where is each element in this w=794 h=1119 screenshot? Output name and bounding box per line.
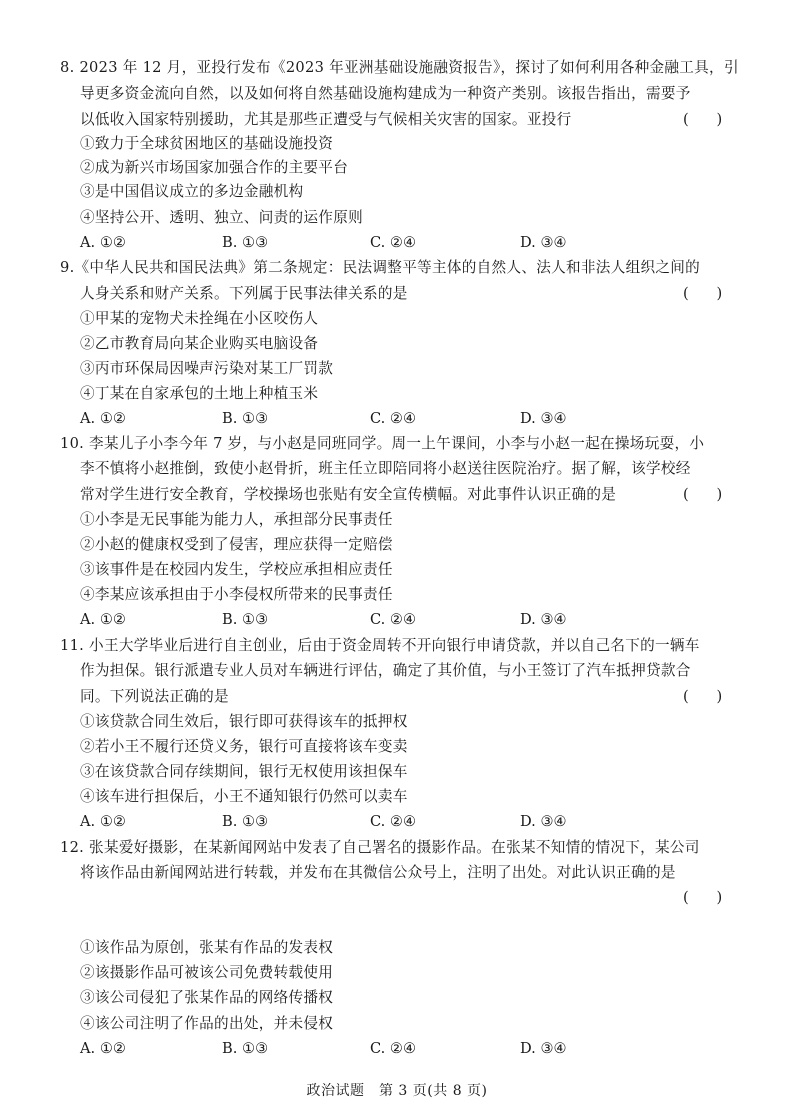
question-11-item-4: ④该车进行担保后，小王不通知银行仍然可以卖车 [80,788,408,805]
question-9-stem-line-1: 9.《中华人民共和国民法典》第二条规定：民法调整平等主体的自然人、法人和非法人组织之间的 [60,259,701,276]
question-10-item-4: ④李某应该承担由于小李侵权所带来的民事责任 [80,586,393,603]
question-8-option-c: C. ②④ [370,234,417,251]
question-9-option-a: A. ①② [80,410,126,427]
question-12-stem-line-2: 将该作品由新闻网站进行转载，并发布在其微信公众号上，注明了出处。对此认识正确的是 [80,864,676,881]
question-9-option-b: B. ①③ [222,410,269,427]
question-12-item-4: ④该公司注明了作品的出处，并未侵权 [80,1015,334,1032]
question-10-answer-bracket: ( ) [683,486,723,503]
question-8-answer-bracket: ( ) [683,111,723,128]
question-11-option-b: B. ①③ [222,813,269,830]
question-12-stem-line-1: 12. 张某爱好摄影，在某新闻网站中发表了自己署名的摄影作品。在张某不知情的情况下，某公司 [60,839,700,856]
question-11-stem-line-3: 同。下列说法正确的是 [80,688,229,705]
question-11-option-a: A. ①② [80,813,126,830]
question-8-option-d: D. ③④ [520,234,567,251]
question-9-item-2: ②乙市教育局向某企业购买电脑设备 [80,335,319,352]
question-10-stem-line-3: 常对学生进行安全教育，学校操场也张贴有安全宣传横幅。对此事件认识正确的是 [80,486,617,503]
question-8-item-3: ③是中国倡议成立的多边金融机构 [80,183,304,200]
question-12-option-d: D. ③④ [520,1040,567,1057]
question-11-stem-line-1: 11. 小王大学毕业后进行自主创业，后由于资金周转不开向银行申请贷款，并以自己名下的一辆车 [60,637,700,654]
question-10-option-d: D. ③④ [520,611,567,628]
question-9-item-1: ①甲某的宠物犬未拴绳在小区咬伤人 [80,310,319,327]
question-12-item-2: ②该摄影作品可被该公司免费转载使用 [80,964,334,981]
question-10-item-1: ①小李是无民事能为能力人，承担部分民事责任 [80,511,393,528]
question-8-item-4: ④坚持公开、透明、独立、问责的运作原则 [80,209,363,226]
question-12-item-1: ①该作品为原创，张某有作品的发表权 [80,939,334,956]
question-12-item-3: ③该公司侵犯了张某作品的网络传播权 [80,989,334,1006]
question-11-option-c: C. ②④ [370,813,417,830]
question-12-answer-bracket: ( ) [683,889,723,906]
question-9-option-c: C. ②④ [370,410,417,427]
question-9-item-4: ④丁某在自家承包的土地上种植玉米 [80,385,319,402]
question-9-stem-line-2: 人身关系和财产关系。下列属于民事法律关系的是 [80,285,408,302]
question-8-stem-line-1: 8. 2023 年 12 月，亚投行发布《2023 年亚洲基础设施融资报告》，探讨了如何利用各种金融工具，引 [60,59,739,76]
question-12-option-b: B. ①③ [222,1040,269,1057]
question-10-item-3: ③该事件是在校园内发生，学校应承担相应责任 [80,561,393,578]
question-11-item-1: ①该贷款合同生效后，银行即可获得该车的抵押权 [80,713,408,730]
question-10-option-a: A. ①② [80,611,126,628]
question-11-answer-bracket: ( ) [683,688,723,705]
question-10-option-b: B. ①③ [222,611,269,628]
question-11-option-d: D. ③④ [520,813,567,830]
question-11-stem-line-2: 作为担保。银行派遣专业人员对车辆进行评估，确定了其价值，与小王签订了汽车抵押贷款合 [80,662,691,679]
question-10-option-c: C. ②④ [370,611,417,628]
question-8-item-1: ①致力于全球贫困地区的基础设施投资 [80,135,334,152]
question-10-item-2: ②小赵的健康权受到了侵害，理应获得一定赔偿 [80,536,393,553]
question-10-stem-line-1: 10. 李某儿子小李今年 7 岁，与小赵是同班同学。周一上午课间，小李与小赵一起在操场玩耍，小 [60,435,705,452]
question-9-answer-bracket: ( ) [683,285,723,302]
question-8-option-b: B. ①③ [222,234,269,251]
page-footer: 政治试题 第 3 页(共 8 页) [306,1083,488,1099]
question-10-stem-line-2: 李不慎将小赵推倒，致使小赵骨折，班主任立即陪同将小赵送往医院治疗。据了解，该学校经 [80,460,691,477]
question-9-option-d: D. ③④ [520,410,567,427]
question-8-option-a: A. ①② [80,234,126,251]
question-12-option-c: C. ②④ [370,1040,417,1057]
question-11-item-2: ②若小王不履行还贷义务，银行可直接将该车变卖 [80,738,408,755]
question-8-stem-line-3: 以低收入国家特别援助，尤其是那些正遭受与气候相关灾害的国家。亚投行 [80,111,572,128]
question-12-option-a: A. ①② [80,1040,126,1057]
question-8-item-2: ②成为新兴市场国家加强合作的主要平台 [80,159,349,176]
question-11-item-3: ③在该贷款合同存续期间，银行无权使用该担保车 [80,763,408,780]
question-9-item-3: ③丙市环保局因噪声污染对某工厂罚款 [80,360,334,377]
question-8-stem-line-2: 导更多资金流向自然，以及如何将自然基础设施构建成为一种资产类别。该报告指出，需要予 [80,85,691,102]
